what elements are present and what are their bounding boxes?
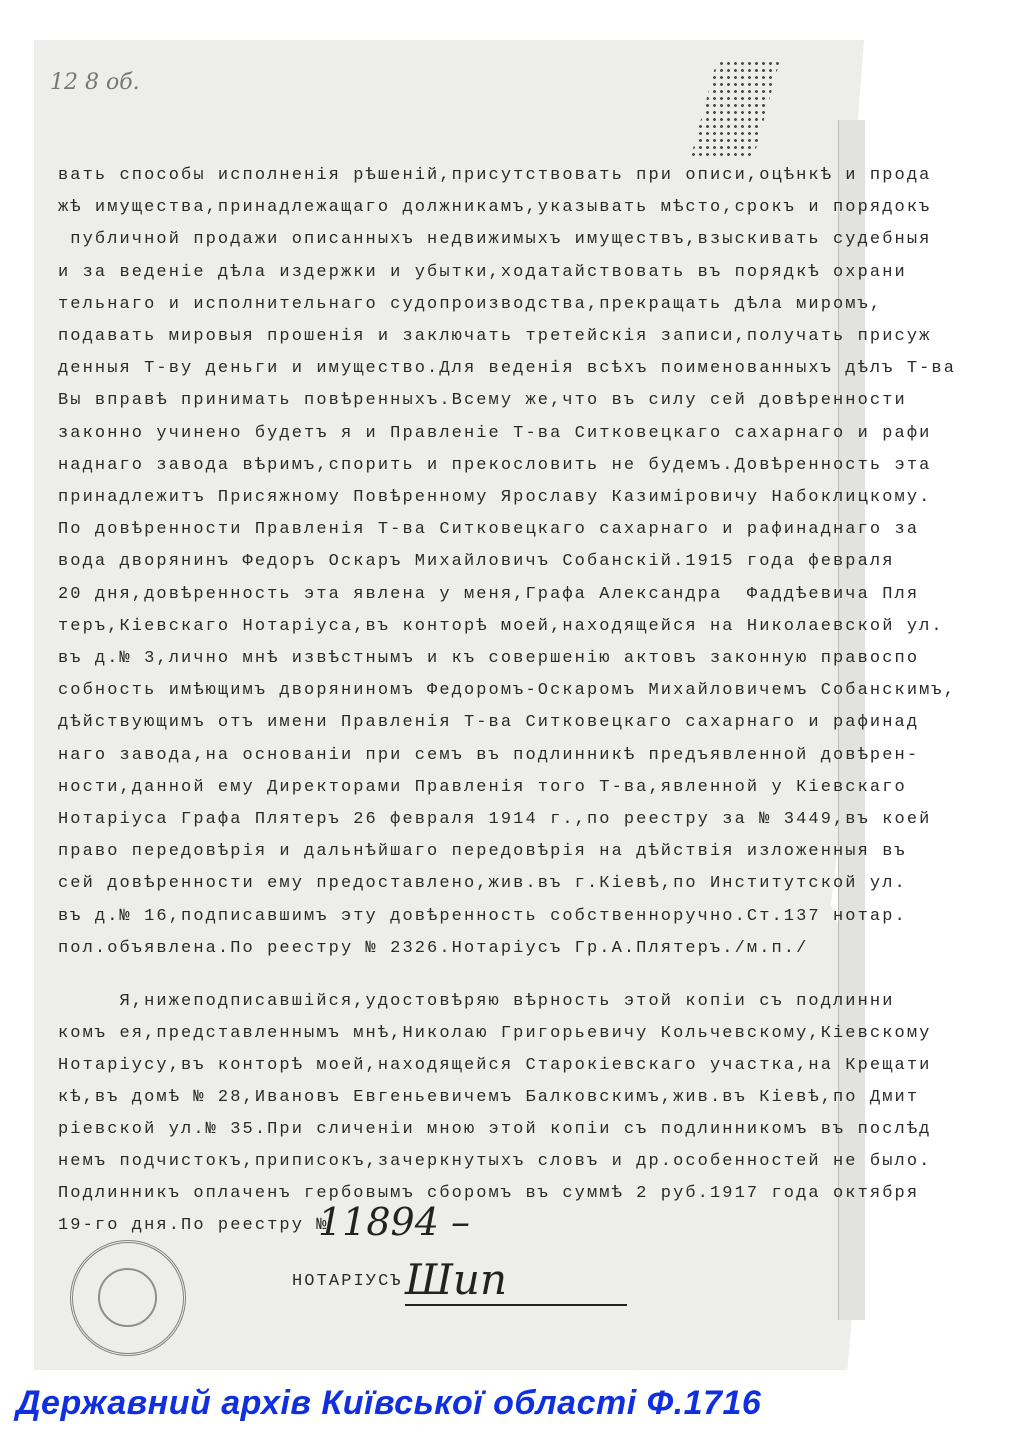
text-line: принадлежитъ Присяжному Повѣренному Ярославу Казиміровичу Набоклицкому. [58, 488, 932, 507]
archive-caption: Державний архів Київської області Ф.1716 [16, 1384, 762, 1422]
text-line: право передовѣрія и дальнѣйшаго передовѣрія на дѣйствія изложенныя въ [58, 842, 907, 862]
text-line: теръ,Кіевскаго Нотаріуса,въ конторѣ моей,находящейся на Николаевской ул. [58, 616, 944, 636]
text-line: жѣ имущества,принадлежащаго должникамъ,указывать мѣсто,срокъ и порядокъ [58, 198, 932, 218]
text-line: Нотаріусу,въ конторѣ моей,находящейся Старокіевскаго участка,на Крещати [58, 1056, 932, 1075]
signature: Шип [405, 1255, 627, 1306]
text-line: законно учинено будетъ я и Правленіе Т-ва Ситковецкаго сахарнаго и рафи [58, 423, 932, 443]
text-line: сей довѣренности ему предоставлено,жив.въ г.Кіевѣ,по Институтской ул. [58, 874, 907, 894]
text-line: въ д.№ 3,лично мнѣ извѣстнымъ и къ совершенію актовъ законную правоспо [58, 649, 920, 668]
text-line: въ д.№ 16,подписавшимъ эту довѣренность собственноручно.Ст.137 нотар. [58, 906, 907, 926]
text-line: вать способы исполненія рѣшеній,присутствовать при описи,оцѣнкѣ и прода [58, 166, 932, 185]
text-line: Подлинникъ оплаченъ гербовымъ сборомъ въ суммѣ 2 руб.1917 года октября [58, 1184, 920, 1203]
text-line: Вы вправѣ принимать повѣренныхъ.Всему же,что въ силу сей довѣренности [58, 391, 907, 411]
text-line: комъ ея,представленнымъ мнѣ,Николаю Григорьевичу Кольчевскому,Кіевскому [58, 1024, 932, 1043]
page-number-note: 12 8 об. [50, 70, 140, 95]
text-line: дѣйствующимъ отъ имени Правленія Т-ва Ситковецкаго сахарнаго и рафинад [58, 713, 920, 733]
text-line: 19-го дня.По реестру № [58, 1216, 329, 1235]
registry-number: 11894 – [318, 1200, 470, 1244]
text-line: наго завода,на основаніи при семъ въ подлинникѣ предъявленной довѣрен- [58, 745, 920, 765]
text-line: немъ подчистокъ,приписокъ,зачеркнутыхъ словъ и др.особенностей не было. [58, 1152, 932, 1171]
text-line: пол.объявлена.По реестру № 2326.Нотаріусъ Гр.А.Плятеръ./м.п./ [58, 938, 809, 958]
text-line: собность имѣющимъ дворяниномъ Федоромъ-Оскаромъ Михайловичемъ Собанскимъ, [58, 681, 957, 701]
text-line: подавать мировыя прошенія и заключать третейскія записи,получать присуж [58, 327, 932, 346]
notary-label: НОТАРІУСЪ [292, 1272, 403, 1291]
text-line: и за веденіе дѣла издержки и убытки,ходатайствовать въ порядкѣ охрани [58, 262, 907, 282]
text-line: Нотаріуса Графа Плятеръ 26 февраля 1914 г.,по реестру за № 3449,въ коей [58, 810, 932, 829]
text-line: наднаго завода вѣримъ,спорить и прекословить не будемъ.Довѣренность эта [58, 455, 932, 475]
text-line: 20 дня,довѣренность эта явлена у меня,Графа Александра Фаддѣевича Пля [58, 584, 920, 604]
text-line: кѣ,въ домѣ № 28,Ивановъ Евгеньевичемъ Балковскимъ,жив.въ Кіевѣ,по Дмит [58, 1088, 920, 1107]
text-line: По довѣренности Правленія Т-ва Ситковецкаго сахарнаго и рафинаднаго за [58, 520, 920, 540]
text-line: ности,данной ему Директорами Правленія того Т-ва,явленной у Кіевскаго [58, 777, 907, 797]
text-line: вода дворянинъ Федоръ Оскаръ Михайловичъ Собанскій.1915 года февраля [58, 552, 895, 572]
text-line: Я,нижеподписавшійся,удостовѣряю вѣрность этой копіи съ подлинни [58, 992, 895, 1011]
notary-stamp [70, 1240, 186, 1356]
text-line: публичной продажи описанныхъ недвижимыхъ имуществъ,взыскивать судебныя [58, 230, 932, 250]
text-line: денныя Т-ву деньги и имущество.Для веденія всѣхъ поименованныхъ дѣлъ Т-ва [58, 359, 957, 379]
text-line: ріевской ул.№ 35.При сличеніи мною этой копіи съ подлинникомъ въ послѣд [58, 1120, 932, 1139]
text-line: тельнаго и исполнительнаго судопроизводства,прекращать дѣла миромъ, [58, 294, 883, 314]
